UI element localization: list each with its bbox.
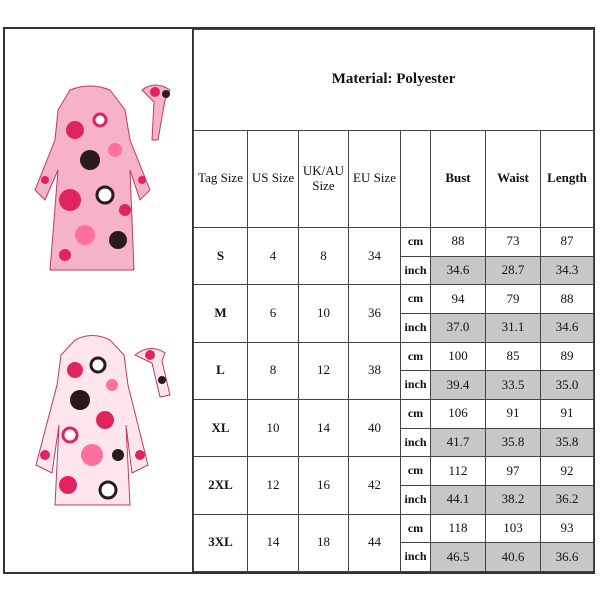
bust-cm-cell: 118: [431, 514, 486, 543]
bust-inch-cell: 34.6: [431, 256, 486, 285]
bust-cm-cell: 94: [431, 285, 486, 314]
tag-size-cell: S: [194, 227, 248, 284]
length-inch-cell: 34.3: [541, 256, 594, 285]
uk-size-cell: 16: [299, 457, 349, 514]
unit-cm-cell: cm: [401, 457, 431, 486]
bust-cm-cell: 100: [431, 342, 486, 371]
unit-inch-cell: inch: [401, 371, 431, 400]
unit-inch-cell: inch: [401, 256, 431, 285]
us-size-cell: 10: [248, 399, 299, 456]
bust-cm-cell: 106: [431, 399, 486, 428]
unit-cm-cell: cm: [401, 399, 431, 428]
bust-inch-cell: 46.5: [431, 543, 486, 572]
unit-inch-cell: inch: [401, 313, 431, 342]
tag-size-cell: 3XL: [194, 514, 248, 571]
material-title: Material: Polyester: [194, 30, 594, 131]
waist-inch-cell: 31.1: [486, 313, 541, 342]
tag-size-cell: M: [194, 285, 248, 342]
header-bust: Bust: [431, 130, 486, 227]
waist-cm-cell: 103: [486, 514, 541, 543]
length-cm-cell: 89: [541, 342, 594, 371]
length-cm-cell: 91: [541, 399, 594, 428]
waist-inch-cell: 33.5: [486, 371, 541, 400]
unit-inch-cell: inch: [401, 485, 431, 514]
header-tag-size: Tag Size: [194, 130, 248, 227]
table-row: [194, 399, 594, 428]
unit-cm-cell: cm: [401, 227, 431, 256]
bust-inch-cell: 41.7: [431, 428, 486, 457]
waist-cm-cell: 79: [486, 285, 541, 314]
us-size-cell: 14: [248, 514, 299, 571]
tag-size-cell: 2XL: [194, 457, 248, 514]
us-size-cell: 4: [248, 227, 299, 284]
length-inch-cell: 35.0: [541, 371, 594, 400]
bust-inch-cell: 44.1: [431, 485, 486, 514]
eu-size-cell: 36: [349, 285, 401, 342]
eu-size-cell: 42: [349, 457, 401, 514]
header-unit: [401, 130, 431, 227]
waist-cm-cell: 91: [486, 399, 541, 428]
us-size-cell: 12: [248, 457, 299, 514]
length-cm-cell: 92: [541, 457, 594, 486]
table-row: [194, 342, 594, 371]
waist-inch-cell: 40.6: [486, 543, 541, 572]
eu-size-cell: 44: [349, 514, 401, 571]
table-row: [194, 227, 594, 256]
size-rows: [194, 227, 594, 571]
table-row: [194, 457, 594, 486]
uk-size-cell: 10: [299, 285, 349, 342]
us-size-cell: 6: [248, 285, 299, 342]
waist-cm-cell: 97: [486, 457, 541, 486]
length-inch-cell: 36.2: [541, 485, 594, 514]
table-row: [194, 514, 594, 543]
header-length: Length: [541, 130, 594, 227]
uk-size-cell: 14: [299, 399, 349, 456]
unit-cm-cell: cm: [401, 514, 431, 543]
us-size-cell: 8: [248, 342, 299, 399]
waist-inch-cell: 35.8: [486, 428, 541, 457]
eu-size-cell: 38: [349, 342, 401, 399]
unit-cm-cell: cm: [401, 342, 431, 371]
length-inch-cell: 35.8: [541, 428, 594, 457]
header-waist: Waist: [486, 130, 541, 227]
unit-inch-cell: inch: [401, 543, 431, 572]
dress-image-2: [30, 325, 190, 525]
length-inch-cell: 34.6: [541, 313, 594, 342]
waist-inch-cell: 38.2: [486, 485, 541, 514]
tag-size-cell: XL: [194, 399, 248, 456]
waist-inch-cell: 28.7: [486, 256, 541, 285]
length-inch-cell: 36.6: [541, 543, 594, 572]
bust-inch-cell: 37.0: [431, 313, 486, 342]
size-chart-table: [193, 29, 594, 572]
uk-size-cell: 18: [299, 514, 349, 571]
uk-size-cell: 12: [299, 342, 349, 399]
header-eu-size: EU Size: [349, 130, 401, 227]
bust-cm-cell: 88: [431, 227, 486, 256]
waist-cm-cell: 85: [486, 342, 541, 371]
header-uk-size: UK/AU Size: [299, 130, 349, 227]
unit-cm-cell: cm: [401, 285, 431, 314]
unit-inch-cell: inch: [401, 428, 431, 457]
length-cm-cell: 87: [541, 227, 594, 256]
bust-inch-cell: 39.4: [431, 371, 486, 400]
length-cm-cell: 93: [541, 514, 594, 543]
length-cm-cell: 88: [541, 285, 594, 314]
dress-image-1: [30, 80, 190, 280]
eu-size-cell: 34: [349, 227, 401, 284]
tag-size-cell: L: [194, 342, 248, 399]
table-row: [194, 285, 594, 314]
header-us-size: US Size: [248, 130, 299, 227]
uk-size-cell: 8: [299, 227, 349, 284]
eu-size-cell: 40: [349, 399, 401, 456]
bust-cm-cell: 112: [431, 457, 486, 486]
waist-cm-cell: 73: [486, 227, 541, 256]
